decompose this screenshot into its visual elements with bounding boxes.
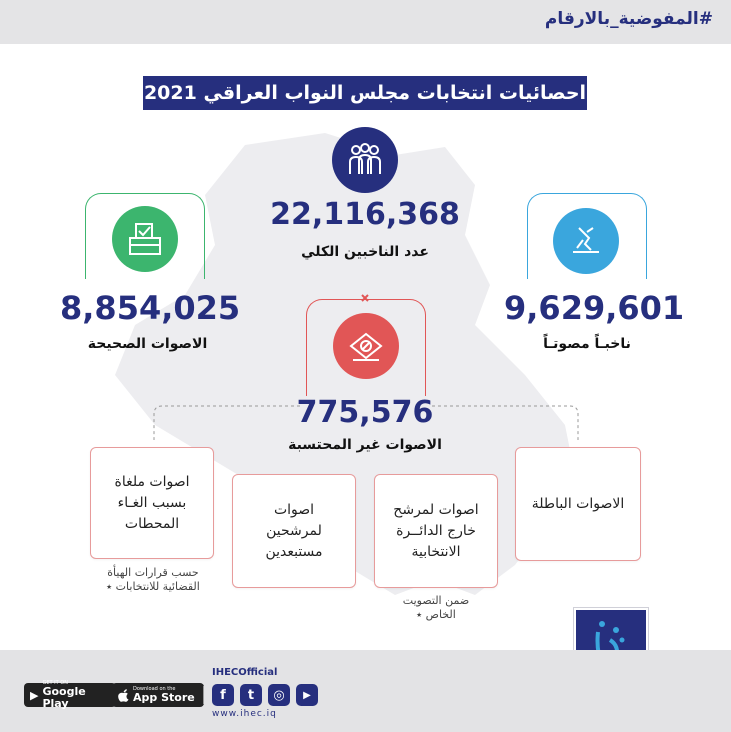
- footer-separator: [203, 686, 204, 704]
- valid-votes-value: 8,854,025: [60, 289, 241, 327]
- x-mark-icon: [360, 293, 370, 303]
- uncounted-votes-label: الاصوات غير المحتسبة: [288, 437, 442, 453]
- category-label-excluded: اصوات لمرشحين مستبعدين: [265, 501, 323, 560]
- valid-votes-label: الاصوات الصحيحة: [87, 336, 208, 352]
- google-play-text: Google Play: [42, 685, 86, 710]
- category-box-out-of-district: [374, 474, 498, 588]
- note-cancelled-text: حسب قرارات الهيأة القضائية للانتخابات: [107, 566, 200, 593]
- instagram-icon[interactable]: ◎: [268, 684, 290, 706]
- voters-voted-value: 9,629,601: [504, 289, 685, 327]
- note-out-of-district: ضمن التصويت الخاص ٭: [402, 594, 470, 621]
- apple-icon: [118, 689, 129, 702]
- youtube-icon[interactable]: ▶: [296, 684, 318, 706]
- app-store-text: App Store: [133, 691, 195, 704]
- voters-voted-label: ناخبـاً مصوتـاً: [543, 336, 631, 352]
- hand-voting-icon: [567, 222, 605, 260]
- play-store-icon: ▶: [30, 688, 39, 702]
- category-label-cancelled: اصوات ملغاة بسبب الغـاء المحطات: [114, 473, 190, 532]
- top-bar: [0, 0, 731, 44]
- valid-votes-icon-circle: [112, 206, 178, 272]
- google-play-small-text: GET IT ON: [42, 680, 68, 686]
- category-box-excluded: [232, 474, 356, 588]
- invalid-ballot-icon: [347, 328, 385, 364]
- voters-voted-icon-circle: [553, 208, 619, 274]
- note-out-of-district-text: ضمن التصويت الخاص: [402, 594, 470, 621]
- hashtag: #المفوضية_بالارقام: [544, 9, 713, 29]
- app-store-small-text: Download on the: [133, 686, 176, 692]
- ballot-box-check-icon: [126, 221, 164, 257]
- category-box-cancelled: [90, 447, 214, 559]
- social-handle: IHECOfficial: [212, 667, 278, 678]
- google-play-badge[interactable]: [24, 680, 116, 710]
- facebook-icon[interactable]: f: [212, 684, 234, 706]
- note-cancelled: حسب قرارات الهيأة القضائية للانتخابات ٭: [106, 566, 200, 593]
- page-title: احصائيات انتخابات مجلس النواب العراقي 2021: [143, 76, 587, 110]
- voters-icon-circle: [332, 127, 398, 193]
- category-label-out-of-district: اصوات لمرشح خارج الدائــرة الانتخابية: [393, 501, 479, 560]
- total-voters-label: عدد الناخبين الكلي: [301, 244, 429, 260]
- category-label-invalid: الاصوات الباطلة: [531, 495, 625, 512]
- website-link[interactable]: www.ihec.iq: [212, 709, 277, 719]
- uncounted-votes-value: 775,576: [296, 395, 434, 430]
- dashed-connector: [150, 400, 582, 450]
- twitter-icon[interactable]: t: [240, 684, 262, 706]
- uncounted-votes-icon-circle: [333, 313, 399, 379]
- category-box-invalid: [515, 447, 641, 561]
- total-voters-value: 22,116,368: [270, 197, 460, 232]
- app-store-badge[interactable]: [112, 683, 204, 707]
- people-group-icon: [343, 142, 387, 178]
